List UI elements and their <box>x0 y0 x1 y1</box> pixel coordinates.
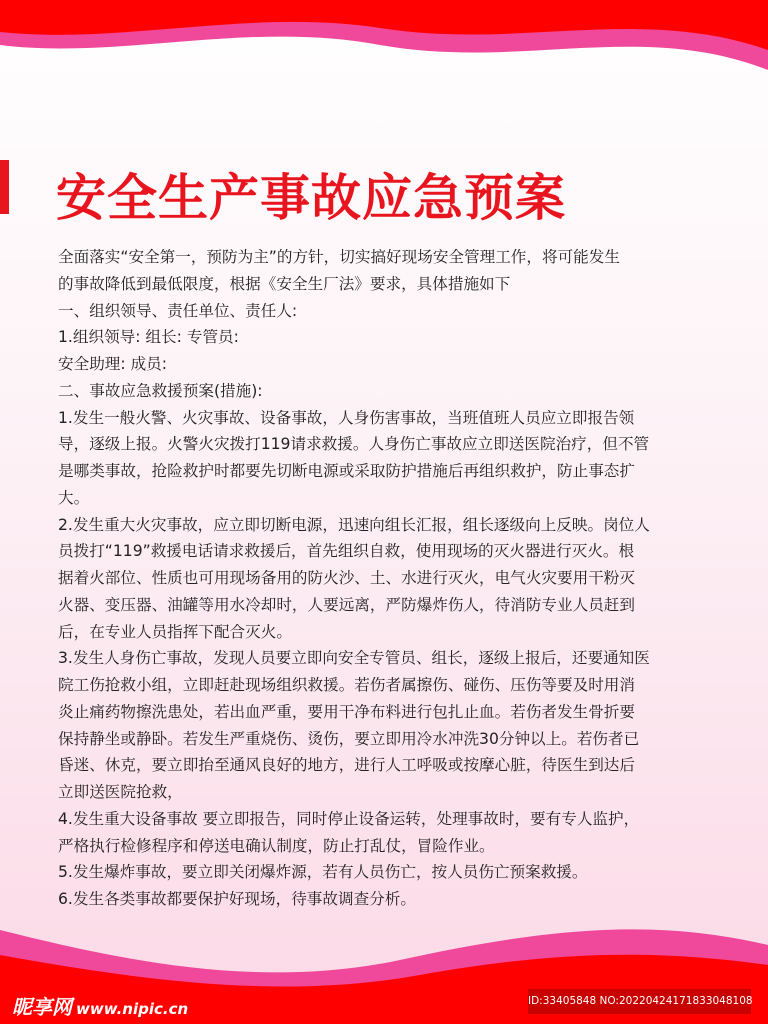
text-line: 炎止痛药物擦洗患处，若出血严重，要用干净布料进行包扎止血。若伤者发生骨折要 <box>58 702 635 721</box>
text-line: 二、事故应急救援预案(措施): <box>58 381 263 400</box>
text-line: 严格执行检修程序和停送电确认制度，防止打乱仗，冒险作业。 <box>58 836 495 855</box>
logo-cn: 昵享网 <box>12 995 72 1019</box>
title-accent-bar <box>0 160 9 214</box>
text-line: 火器、变压器、油罐等用水冷却时，人要远离，严防爆炸伤人，待消防专业人员赶到 <box>58 595 635 614</box>
text-line: 4.发生重大设备事故 要立即报告，同时停止设备运转，处理事故时，要有专人监护， <box>58 809 640 828</box>
text-line: 员拨打“119”救援电话请求救援后，首先组织自救，使用现场的灭火器进行灭火。根 <box>58 542 635 561</box>
logo-url: www.nipic.cn <box>76 1000 189 1018</box>
text-line: 6.发生各类事故都要保护好现场，待事故调查分析。 <box>58 890 416 908</box>
text-line: 安全助理: 成员: <box>58 355 168 373</box>
watermark-id: ID:33405848 NO:20220424171833048108 <box>528 989 751 1014</box>
text-line: 2.发生重大火灾事故，应立即切断电源，迅速向组长汇报，组长逐级向上反映。岗位人 <box>58 515 650 534</box>
page-title: 安全生产事故应急预案 <box>56 169 566 227</box>
text-line: 3.发生人身伤亡事故，发现人员要立即向安全专管员、组长，逐级上报后，还要通知医 <box>58 649 650 668</box>
text-line: 保持静坐或静卧。若发生严重烧伤、烫伤，要立即用冷水冲洗30分钟以上。若伤者已 <box>58 729 640 748</box>
text-line: 院工伤抢救小组，立即赶赴现场组织救援。若伤者属擦伤、碰伤、压伤等要及时用消 <box>58 676 635 694</box>
text-line: 据着火部位、性质也可用现场备用的防火沙、土、水进行灭火，电气火灾要用干粉灭 <box>58 569 635 587</box>
text-line: 1.组织领导: 组长: 专管员: <box>58 328 239 347</box>
text-line: 的事故降低到最低限度，根据《安全生厂法》要求，具体措施如下 <box>58 274 511 293</box>
text-line: 是哪类事故，抢险救护时都要先切断电源或采取防护措施后再组织救护，防止事态扩 <box>58 462 635 480</box>
text-line: 立即送医院抢救， <box>58 783 183 801</box>
text-line: 1.发生一般火警、火灾事故、设备事故，人身伤害事故，当班值班人员应立即报告领 <box>58 408 635 427</box>
text-line: 导，逐级上报。火警火灾拨打119请求救援。人身伤亡事故应立即送医院治疗，但不管 <box>58 435 650 454</box>
text-line: 昏迷、休克，要立即抬至通风良好的地方，进行人工呼吸或按摩心脏，待医生到达后 <box>58 756 635 775</box>
text-line: 一、组织领导、责任单位、责任人: <box>58 301 298 320</box>
text-line: 全面落实“安全第一，预防为主”的方针，切实搞好现场安全管理工作，将可能发生 <box>58 248 620 266</box>
watermark-logo <box>12 991 188 1020</box>
text-line: 大。 <box>58 488 90 507</box>
text-line: 5.发生爆炸事故，要立即关闭爆炸源，若有人员伤亡，按人员伤亡预案救援。 <box>58 863 588 882</box>
text-line: 后，在专业人员指挥下配合灭火。 <box>58 622 292 641</box>
document-body <box>58 244 650 913</box>
